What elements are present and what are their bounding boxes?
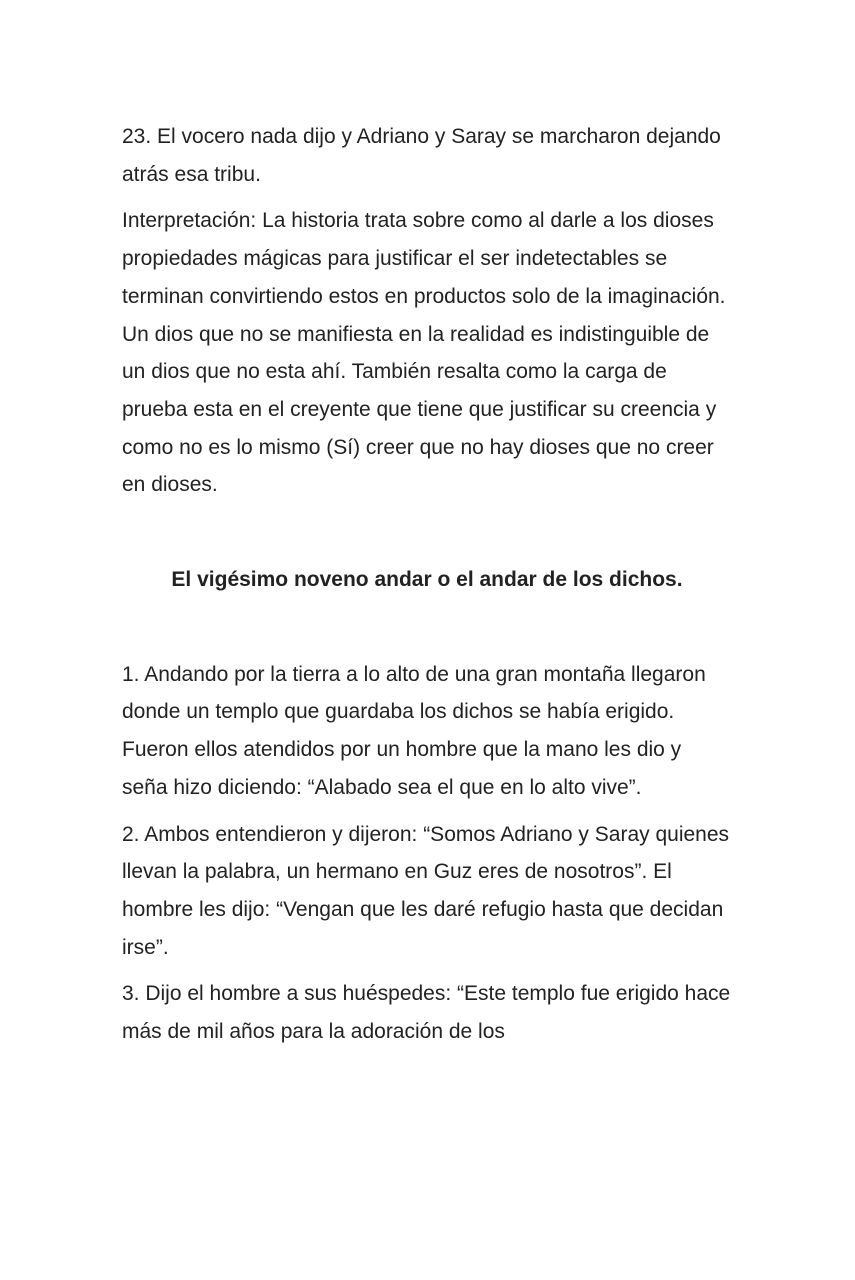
paragraph-verse-23: 23. El vocero nada dijo y Adriano y Saray se marcharon dejando atrás esa tribu. xyxy=(122,125,721,186)
chapter-heading: El vigésimo noveno andar o el andar de los dichos. xyxy=(171,568,683,592)
paragraph-verse-1: 1. Andando por la tierra a lo alto de una gran montaña llegaron donde un templo que guardaba los dichos se había erigido. Fueron ellos atendidos por un hombre que la mano les dio y seña hizo diciendo: “Alabado sea el que en lo alto vive”. xyxy=(122,662,706,799)
document-page xyxy=(122,118,732,1060)
paragraph-verse-2: 2. Ambos entendieron y dijeron: “Somos Adriano y Saray quienes llevan la palabra, un hermano en Guz eres de nosotros”. El hombre les dijo: “Vengan que les daré refugio hasta que decidan irse”. xyxy=(122,822,730,959)
paragraph-interpretation: Interpretación: La historia trata sobre como al darle a los dioses propiedades mágicas para justificar el ser indetectables se terminan convirtiendo estos en productos solo de la imaginación. Un dios que no se manifiesta en la realidad es indistinguible de un dios que no esta ahí. También resalta como la carga de prueba esta en el creyente que tiene que justificar su creencia y como no es lo mismo (Sí) creer que no hay dioses que no creer en dioses. xyxy=(122,209,726,497)
paragraph-verse-3: 3. Dijo el hombre a sus huéspedes: “Este templo fue erigido hace más de mil años para la adoración de los xyxy=(122,982,731,1044)
